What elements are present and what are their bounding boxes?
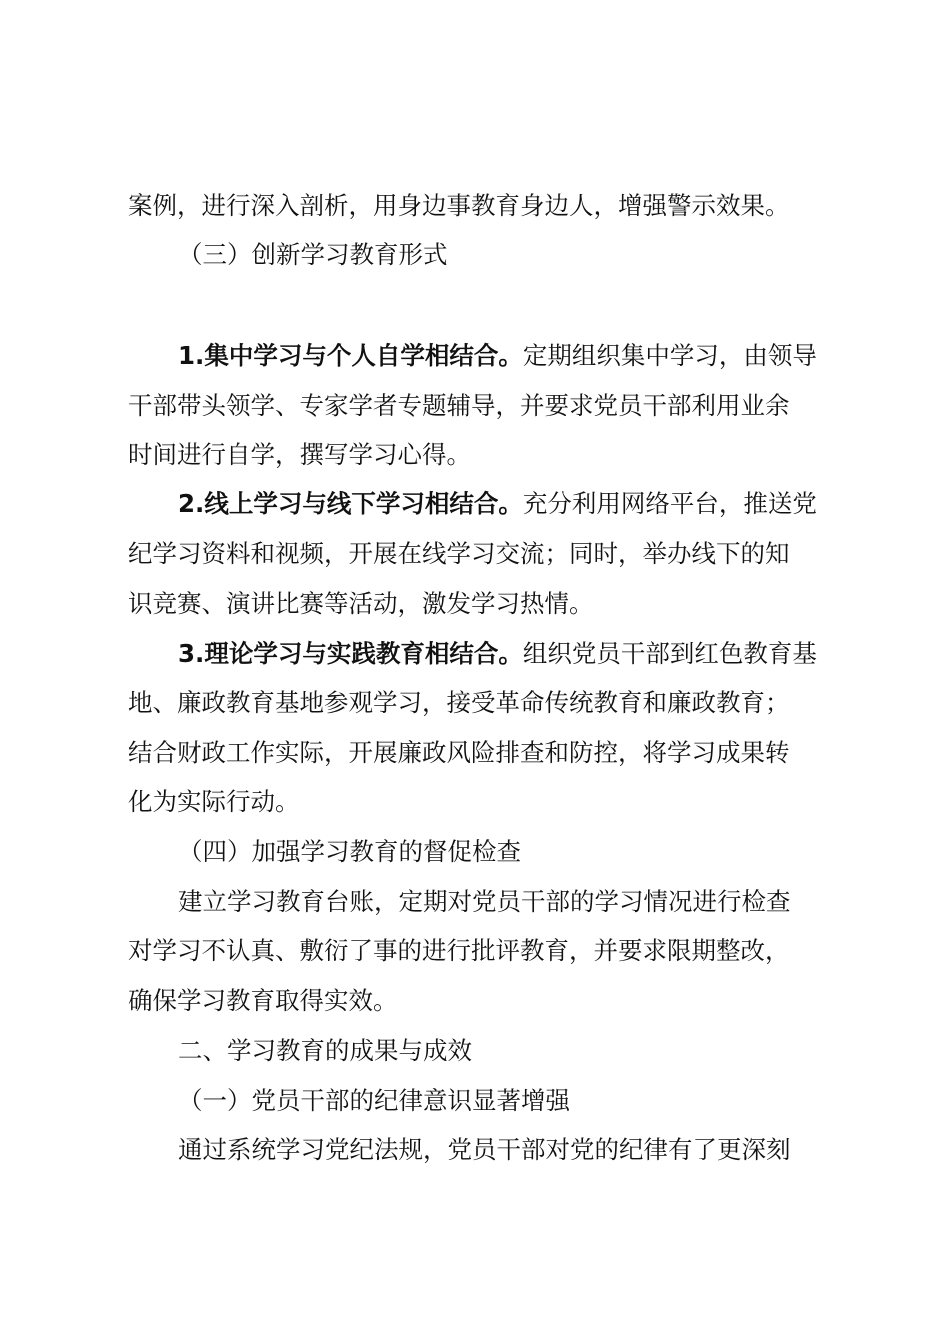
paragraph-line: 时间进行自学，撰写学习心得。	[128, 440, 471, 469]
section-heading-4: （四）加强学习教育的督促检查	[178, 837, 521, 866]
paragraph-3-text: 组织党员干部到红色教育基	[522, 639, 817, 668]
paragraph-line: 纪学习资料和视频，开展在线学习交流；同时，举办线下的知	[128, 539, 790, 568]
paragraph-line: 对学习不认真、敷衍了事的进行批评教育，并要求限期整改，	[128, 936, 790, 965]
paragraph-line: 建立学习教育台账，定期对党员干部的学习情况进行检查	[178, 887, 791, 916]
paragraph-1-line-1	[178, 340, 832, 372]
paragraph-line: 结合财政工作实际，开展廉政风险排查和防控，将学习成果转	[128, 738, 790, 767]
section-heading-3: （三）创新学习教育形式	[178, 240, 448, 269]
paragraph-line: 化为实际行动。	[128, 787, 300, 816]
subsection-heading: （一）党员干部的纪律意识显著增强	[178, 1086, 570, 1115]
paragraph-line: 案例，进行深入剖析，用身边事教育身边人，增强警示效果。	[128, 191, 790, 220]
paragraph-2-text: 充分利用网络平台，推送党	[522, 489, 817, 518]
paragraph-1-text: 定期组织集中学习，由领导	[522, 341, 817, 370]
paragraph-line: 干部带头领学、专家学者专题辅导，并要求党员干部利用业余	[128, 391, 790, 420]
paragraph-1-lead: 1.集中学习与个人自学相结合。	[178, 341, 523, 370]
paragraph-3-lead: 3.理论学习与实践教育相结合。	[178, 639, 523, 668]
paragraph-line: 地、廉政教育基地参观学习，接受革命传统教育和廉政教育；	[128, 688, 790, 717]
paragraph-3-line-1	[178, 638, 832, 670]
paragraph-line: 确保学习教育取得实效。	[128, 986, 398, 1015]
paragraph-line: 识竞赛、演讲比赛等活动，激发学习热情。	[128, 589, 594, 618]
section-heading-2: 二、学习教育的成果与成效	[178, 1036, 472, 1065]
paragraph-line: 通过系统学习党纪法规，党员干部对党的纪律有了更深刻	[178, 1135, 791, 1164]
paragraph-2-lead: 2.线上学习与线下学习相结合。	[178, 489, 523, 518]
paragraph-2-line-1	[178, 488, 832, 520]
